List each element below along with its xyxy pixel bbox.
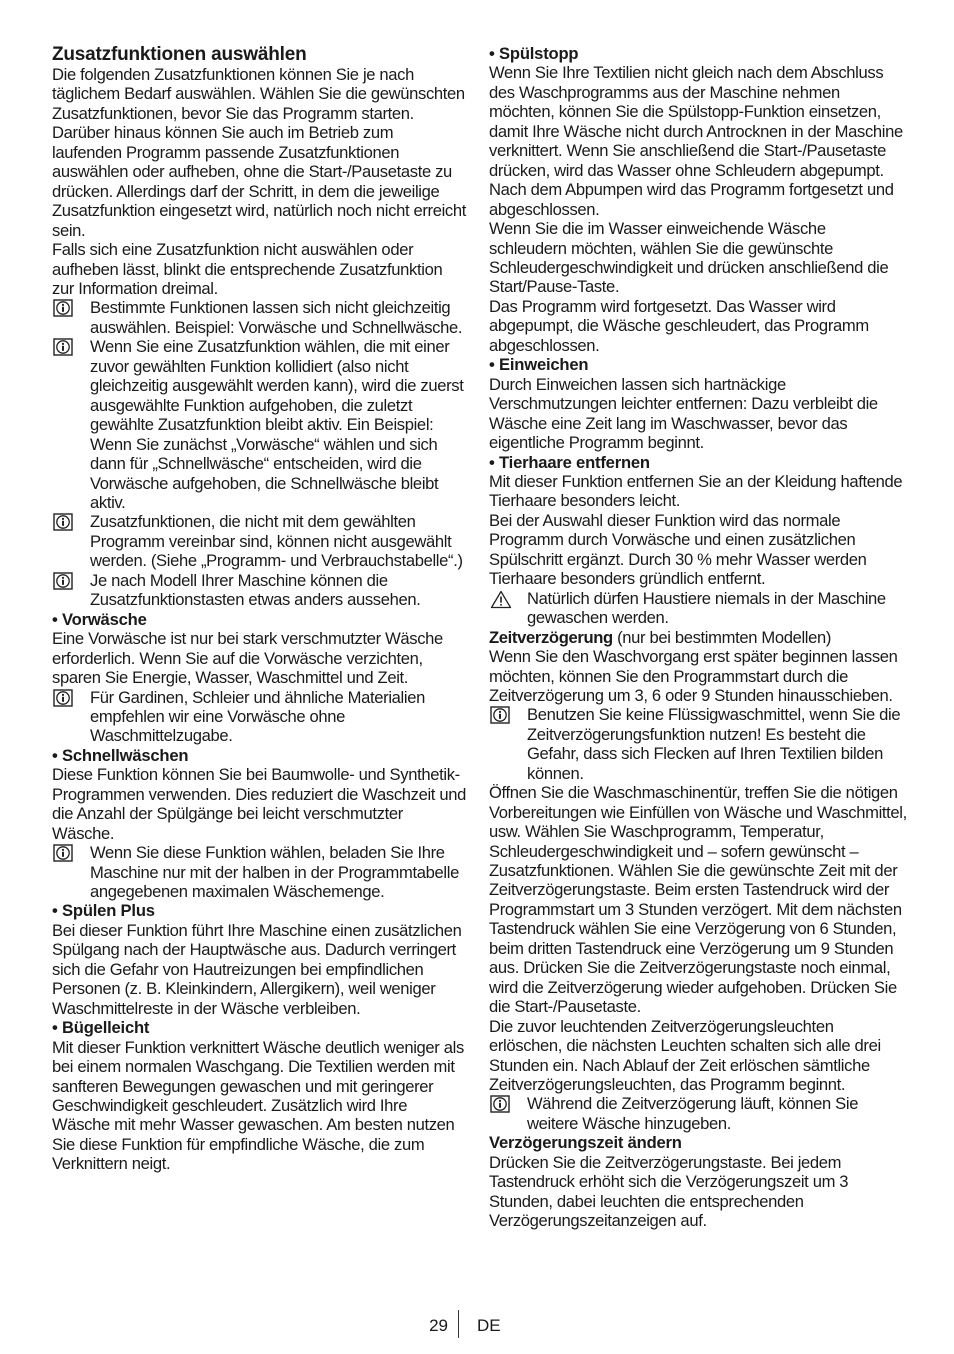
info-icon bbox=[490, 706, 510, 724]
spuelstopp-text: Wenn Sie Ihre Textilien nicht gleich nach dem Abschluss des Waschprogramms aus der Maschine nehmen möchten, können Sie die Spülstopp-Funktion einsetzen, damit Ihre Wäsche nicht durch Antrocknen in der Maschine verknittert. Wenn Sie anschließend die Start-/Pausetaste drücken, wird das Wasser ohne Schleudern abgepumpt. Nach dem Abpumpen wird das Programm fortgesetzt und abgeschlossen. bbox=[489, 63, 903, 219]
info-icon bbox=[490, 1095, 510, 1113]
info-note bbox=[52, 298, 466, 337]
note-text: Je nach Modell Ihrer Maschine können die Zusatzfunktionstasten etwas anders aussehen. bbox=[90, 570, 421, 610]
note-text: Wenn Sie diese Funktion wählen, beladen Sie Ihre Maschine nur mit der halben in der Programmtabelle angegebenen maximalen Wäschemenge. bbox=[90, 843, 459, 902]
subheading-buegelleicht: • Bügelleicht bbox=[52, 1018, 150, 1038]
note-text: Für Gardinen, Schleier und ähnliche Materialien empfehlen wir eine Vorwäsche ohne Waschmittelzugabe. bbox=[90, 687, 425, 746]
spuelstopp-text: Wenn Sie die im Wasser einweichende Wäsche schleudern möchten, wählen Sie die gewünschte Schleudergeschwindigkeit und drücken anschließend die Start/Pause-Taste. bbox=[489, 219, 889, 297]
subheading-einweichen: • Einweichen bbox=[489, 355, 589, 375]
info-icon bbox=[53, 689, 73, 707]
info-icon bbox=[53, 338, 73, 356]
info-note bbox=[52, 512, 466, 570]
right-column bbox=[489, 44, 907, 1231]
note-text: Natürlich dürfen Haustiere niemals in der Maschine gewaschen werden. bbox=[527, 588, 886, 628]
spuelen-plus-text: Bei dieser Funktion führt Ihre Maschine einen zusätzlichen Spülgang nach der Hauptwäsche aus. Dadurch verringert sich die Gefahr von Hautreizungen bei empfindlichen Personen (z. B. Kleinkindern, Allergikern), weil weniger Waschmittelreste in der Wäsche verbleiben. bbox=[52, 920, 462, 1018]
verzoegerungszeit-aendern-text: Drücken Sie die Zeitverzögerungstaste. Bei jedem Tastendruck erhöht sich die Verzögerungszeit um 3 Stunden, dabei leuchten die entsprechenden Verzögerungszeitanzeigen auf. bbox=[489, 1152, 849, 1231]
zeitverzoegerung-qualifier: (nur bei bestimmten Modellen) bbox=[612, 627, 832, 647]
language-code: DE bbox=[477, 1316, 501, 1335]
info-note bbox=[52, 843, 466, 901]
info-icon bbox=[53, 513, 73, 531]
subheading-spuelen-plus: • Spülen Plus bbox=[52, 901, 155, 921]
zeitverzoegerung-title: Zeitverzögerung bbox=[489, 627, 613, 647]
warning-icon bbox=[490, 590, 510, 608]
info-icon bbox=[53, 844, 73, 862]
vorwaesche-text: Eine Vorwäsche ist nur bei stark verschmutzter Wäsche erforderlich. Wenn Sie auf die Vorwäsche verzichten, sparen Sie Energie, Wasser, Waschmittel und Zeit. bbox=[52, 629, 443, 688]
tierhaare-text: Bei der Auswahl dieser Funktion wird das normale Programm durch Vorwäsche und einen zusätzlichen Spülschritt ergänzt. Durch 30 % mehr Wasser werden Tierhaare besonders gründlich entfernt. bbox=[489, 510, 867, 589]
zeitverzoegerung-text: Wenn Sie den Waschvorgang erst später beginnen lassen möchten, können Sie den Programmstart durch die Zeitverzögerung um 3, 6 oder 9 Stunden hinausschieben. bbox=[489, 647, 898, 705]
intro-paragraph: Die folgenden Zusatzfunktionen können Sie je nach täglichem Bedarf auswählen. Wählen Sie die gewünschten Zusatzfunktionen, bevor Sie das Programm starten. Darüber hinaus können Sie auch im Betrieb zum laufenden Programm passende Zusatzfunktionen auswählen oder aufheben, ohne die Start-/Pausetaste zu drücken. Allerdings darf der Schritt, in dem die jeweilige Zusatzfunktion eingesetzt wird, natürlich noch nicht erreicht sein. bbox=[52, 65, 466, 240]
subheading-zeitverzoegerung bbox=[489, 628, 907, 647]
buegelleicht-text: Mit dieser Funktion verknittert Wäsche deutlich weniger als bei einem normalen Waschgang. Die Textilien werden mit sanfteren Bewegungen gewaschen und mit geringerer Geschwindigkeit geschleudert. Zusätzlich wird Ihre Wäsche mit mehr Wasser gewaschen. Am besten nutzen Sie diese Funktion für empfindliche Wäsche, die zum Verknittern neigt. bbox=[52, 1037, 464, 1174]
subheading-tierhaare: • Tierhaare entfernen bbox=[489, 452, 650, 472]
note-text: Benutzen Sie keine Flüssigwaschmittel, wenn Sie die Zeitverzögerungsfunktion nutzen! Es besteht die Gefahr, dass sich Flecken auf Ihren Textilien bilden können. bbox=[527, 705, 901, 783]
page-number: 29 bbox=[429, 1316, 448, 1335]
section-title: Zusatzfunktionen auswählen bbox=[52, 44, 307, 65]
info-icon bbox=[53, 572, 73, 590]
spuelstopp-text: Das Programm wird fortgesetzt. Das Wasser wird abgepumpt, die Wäsche geschleudert, das Programm abgeschlossen. bbox=[489, 296, 869, 355]
info-note bbox=[52, 688, 466, 746]
warning-note bbox=[489, 589, 907, 628]
zeitverzoegerung-text: Öffnen Sie die Waschmaschinentür, treffen Sie die nötigen Vorbereitungen wie Einfüllen von Wäsche und Waschmittel, usw. Wählen Sie Waschprogramm, Temperatur, Schleudergeschwindigkeit und – sofern gewünscht – Zusatzfunktionen. Wählen Sie die gewünschte Zeit mit der Zeitverzögerungstaste. Beim ersten Tastendruck wird der Programmstart um 3 Stunden verzögert. Mit dem nächsten Tastendruck wählen Sie eine Verzögerung von 6 Stunden, beim dritten Tastendruck eine Verzögerung um 9 Stunden aus. Drücken Sie die Zeitverzögerungstaste noch einmal, wird die Zeitverzögerung wieder aufgehoben. Drücken Sie die Start-/Pausetaste. bbox=[489, 783, 907, 1017]
note-text: Bestimmte Funktionen lassen sich nicht gleichzeitig auswählen. Beispiel: Vorwäsche und Schnellwäsche. bbox=[90, 298, 463, 337]
footer-divider bbox=[458, 1310, 459, 1338]
subheading-vorwaesche: • Vorwäsche bbox=[52, 609, 147, 629]
subheading-spuelstopp: • Spülstopp bbox=[489, 44, 579, 63]
note-text: Zusatzfunktionen, die nicht mit dem gewählten Programm vereinbar sind, können nicht ausgewählt werden. (Siehe „Programm- und Verbrauchstabelle“.) bbox=[90, 512, 463, 571]
info-note bbox=[489, 705, 907, 783]
note-text: Wenn Sie eine Zusatzfunktion wählen, die mit einer zuvor gewählten Funktion kollidiert (also nicht gleichzeitig ausgewählt werden kann), wird die zuerst ausgewählte Funktion aufgehoben, die zuletzt gewählte Zusatzfunktion bleibt aktiv. Ein Beispiel: Wenn Sie zunächst „Vorwäsche“ wählen und sich dann für „Schnellwäsche“ entscheiden, wird die Vorwäsche aufgehoben, die Schnellwäsche bleibt aktiv. bbox=[90, 337, 464, 512]
intro-paragraph: Falls sich eine Zusatzfunktion nicht auswählen oder aufheben lässt, blinkt die entsprechende Zusatzfunktion zur Information dreimal. bbox=[52, 240, 443, 298]
zeitverzoegerung-text: Die zuvor leuchtenden Zeitverzögerungsleuchten erlöschen, die nächsten Leuchten schalten sich alle drei Stunden ein. Nach Ablauf der Zeit erlöschen sämtliche Zeitverzögerungsleuchten, das Programm beginnt. bbox=[489, 1016, 881, 1095]
info-note bbox=[52, 571, 466, 610]
einweichen-text: Durch Einweichen lassen sich hartnäckige Verschmutzungen leichter entfernen: Dazu verbleibt die Wäsche eine Zeit lang im Waschwasser, bevor das eigentliche Programm beginnt. bbox=[489, 374, 878, 453]
info-icon bbox=[53, 299, 73, 317]
subheading-verzoegerungszeit-aendern: Verzögerungszeit ändern bbox=[489, 1133, 682, 1153]
left-column bbox=[52, 44, 466, 1174]
info-note bbox=[489, 1094, 907, 1133]
info-note bbox=[52, 337, 466, 512]
note-text: Während die Zeitverzögerung läuft, können Sie weitere Wäsche hinzugeben. bbox=[527, 1094, 859, 1133]
subheading-schnellwaeschen: • Schnellwäschen bbox=[52, 745, 189, 765]
schnellwaeschen-text: Diese Funktion können Sie bei Baumwolle- und Synthetik-Programmen verwenden. Dies reduziert die Waschzeit und die Anzahl der Spülgänge bei leicht verschmutzter Wäsche. bbox=[52, 765, 466, 843]
tierhaare-text: Mit dieser Funktion entfernen Sie an der Kleidung haftende Tierhaare besonders leicht. bbox=[489, 471, 903, 511]
